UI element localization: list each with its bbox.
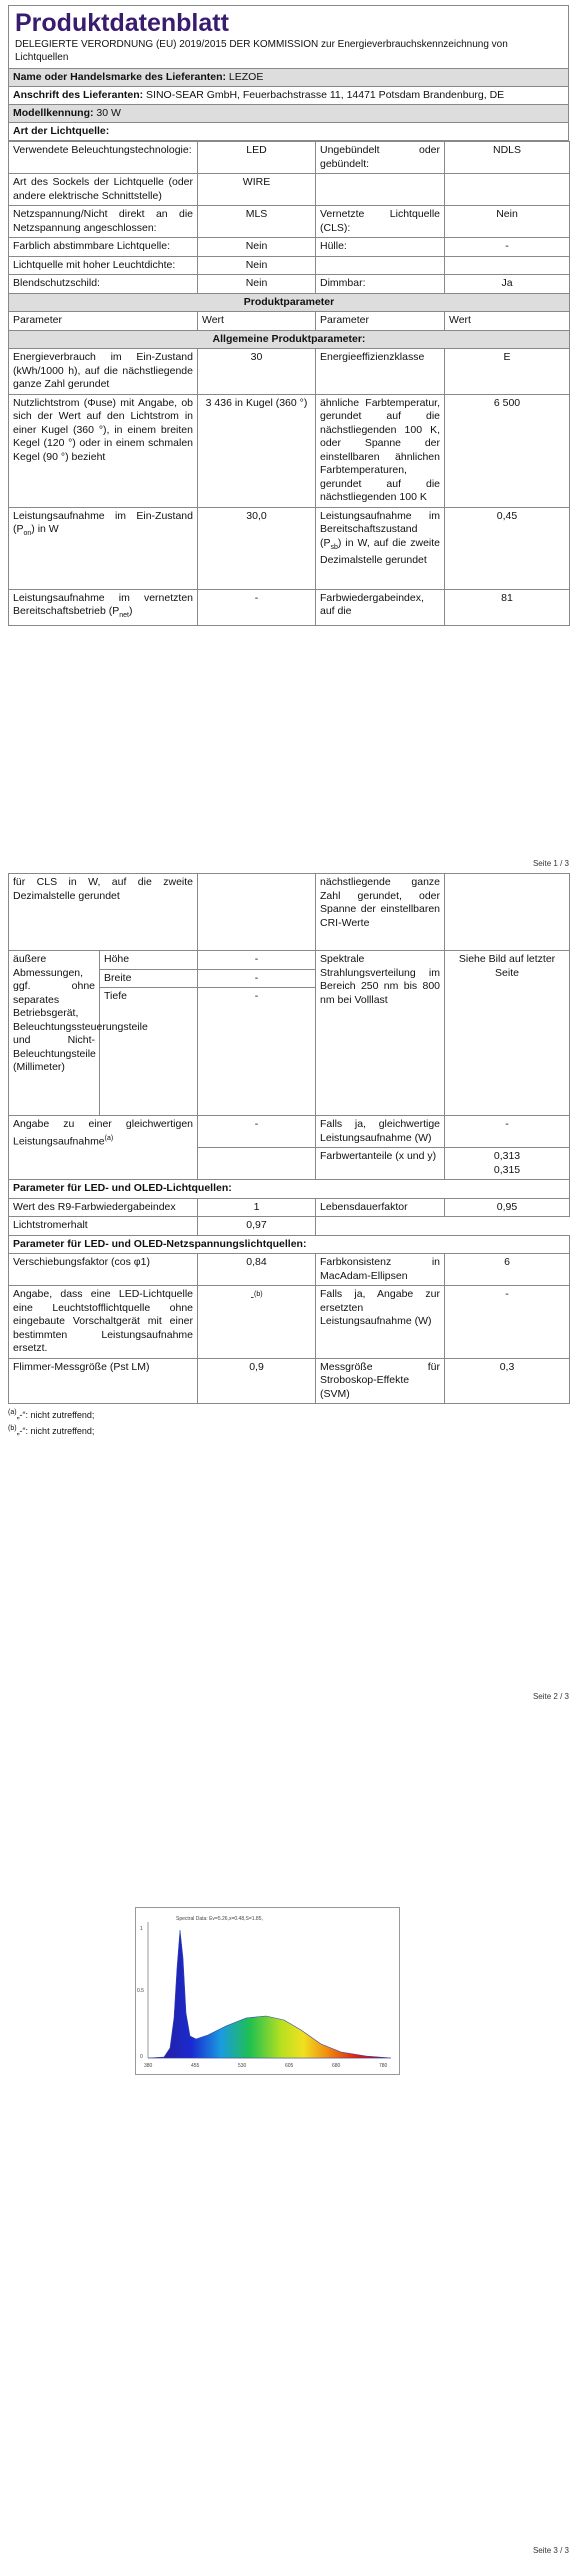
cct-label: ähnliche Farbtemperatur, gerundet auf die nächstliegenden 100 K, oder Spanne der einstellbaren ähnlichen Farbtemperaturen, gerundet auf die nächstliegenden 100 K (316, 394, 445, 507)
equivalent-power-label: Angabe zu einer gleichwertigen Leistungsaufnahme$^{(a)}$ (9, 1116, 198, 1180)
efficiency-class-value: E (445, 349, 570, 395)
beam-label: Ungebündelt oder gebündelt: (316, 142, 445, 174)
table-row (9, 1286, 570, 1359)
page-2 (8, 873, 569, 1438)
product-params-heading: Produktparameter (9, 293, 570, 312)
width-value: - (198, 969, 316, 988)
depth-label: Tiefe (100, 988, 198, 1116)
general-params-heading: Allgemeine Produktparameter: (9, 330, 570, 349)
table-row (9, 1116, 570, 1148)
table-row (9, 312, 570, 331)
table-row (9, 874, 570, 951)
empty-cell (198, 874, 316, 951)
table-row (9, 206, 570, 238)
standby-power-value: 0,45 (445, 507, 570, 589)
mains-value: MLS (198, 206, 316, 238)
table-row (9, 1235, 570, 1254)
envelope-label: Hülle: (316, 238, 445, 257)
page-number-3: Seite 3 / 3 (532, 2546, 569, 2555)
empty-cell (316, 256, 445, 275)
table-row (9, 174, 570, 206)
stroboscopic-value: 0,3 (445, 1358, 570, 1404)
model-row (8, 105, 569, 123)
footnote-b: $^{(b)}$„-“: nicht zutreffend; (8, 1425, 95, 1436)
equivalent-power-w-value: - (445, 1116, 570, 1148)
r9-label: Wert des R9-Farbwiedergabeindex (9, 1198, 198, 1217)
chromaticity-value: 0,313 0,315 (445, 1148, 570, 1180)
width-label: Breite (100, 969, 198, 988)
dimmable-value: Ja (445, 275, 570, 294)
empty-cell (316, 174, 445, 206)
cls-value: Nein (445, 206, 570, 238)
envelope-value: - (445, 238, 570, 257)
shield-label: Blendschutzschild: (9, 275, 198, 294)
luminous-flux-value: 3 436 in Kugel (360 °) (198, 394, 316, 507)
networked-standby-value: - (198, 589, 316, 625)
replacement-power-label: Falls ja, Angabe zur ersetzten Leistungsaufnahme (W) (316, 1286, 445, 1359)
supplier-address-row (8, 87, 569, 105)
networked-standby-cont: für CLS in W, auf die zweite Dezimalstelle gerundet (9, 874, 198, 951)
dimensions-label: äußere Abmessungen, ggf. ohne separates Betriebsgerät, Beleuchtungssteuerungsteile und Nicht-Beleuchtungsteile (Millimeter) (9, 951, 100, 1116)
networked-standby-label: Leistungsaufnahme im vernetzten Bereitschaftsbetrieb $(P_{net})$ (9, 589, 198, 625)
survival-factor-value: 0,95 (445, 1198, 570, 1217)
light-type-table (8, 141, 570, 626)
model-value: 30 W (96, 107, 121, 119)
table-row (9, 349, 570, 395)
supplier-name-label: Name oder Handelsmarke des Lieferanten: (13, 71, 226, 83)
dimmable-label: Dimmbar: (316, 275, 445, 294)
x-tick-label: 605 (285, 2063, 294, 2069)
spectrum-svg (136, 1908, 399, 2074)
equivalent-power-w-label: Falls ja, gleichwertige Leistungsaufnahme (W) (316, 1116, 445, 1148)
table-row (9, 589, 570, 625)
params-table-continued (8, 873, 570, 1404)
displacement-factor-label: Verschiebungsfaktor (cos φ1) (9, 1254, 198, 1286)
light-type-heading: Art der Lichtquelle: (8, 123, 569, 141)
x-tick-label: 680 (332, 2063, 341, 2069)
luminous-flux-label: Nutzlichtstrom (Φuse) mit Angabe, ob sich der Wert auf den Lichtstrom in einer Kugel (360 °), in einem breiten Kegel (120 °) oder in einem schmalen Kegel (90 °) bezieht (9, 394, 198, 507)
power-on-value: 30,0 (198, 507, 316, 589)
standby-power-label: Leistungsaufnahme im Bereitschaftszustand $(P_{sb})$ in W, auf die zweite Dezimalstelle gerundet (316, 507, 445, 589)
energy-label: Energieverbrauch im Ein-Zustand (kWh/1000 h), auf die nächstliegende ganze Zahl gerundet (9, 349, 198, 395)
lumen-maintenance-label: Lichtstromerhalt (9, 1217, 198, 1236)
survival-factor-label: Lebensdauerfaktor (316, 1198, 445, 1217)
regulation-text: DELEGIERTE VERORDNUNG (EU) 2019/2015 DER KOMMISSION zur Energieverbrauchskennzeichnung von Lichtquellen (15, 39, 508, 63)
page-1 (8, 5, 569, 626)
socket-label: Art des Sockels der Lichtquelle (oder andere elektrische Schnittstelle) (9, 174, 198, 206)
hlls-label: Lichtquelle mit hoher Leuchtdichte: (9, 256, 198, 275)
empty-cell (445, 174, 570, 206)
cri-cont: nächstliegende ganze Zahl gerundet, oder Spanne der einstellbaren CRI-Werte (316, 874, 445, 951)
x-tick-label: 780 (379, 2063, 388, 2069)
depth-value: - (198, 988, 316, 1116)
col-value-header: Wert (445, 312, 570, 331)
page-number-2: Seite 2 / 3 (532, 1692, 569, 1701)
x-tick-label: 530 (238, 2063, 247, 2069)
table-row (9, 238, 570, 257)
shield-value: Nein (198, 275, 316, 294)
spectral-label: Spektrale Strahlungsverteilung im Bereich 250 nm bis 800 nm bei Volllast (316, 951, 445, 1116)
table-row (9, 293, 570, 312)
table-row (9, 507, 570, 589)
table-row (9, 142, 570, 174)
energy-value: 30 (198, 349, 316, 395)
beam-value: NDLS (445, 142, 570, 174)
flicker-label: Flimmer-Messgröße (Pst LM) (9, 1358, 198, 1404)
equivalent-power-value: - (198, 1116, 316, 1148)
supplier-address-label: Anschrift des Lieferanten: (13, 89, 144, 101)
cri-value: 81 (445, 589, 570, 625)
height-value: - (198, 951, 316, 970)
table-row (9, 394, 570, 507)
socket-value: WIRE (198, 174, 316, 206)
spectral-value: Siehe Bild auf letzter Seite (445, 951, 570, 1116)
spectrum-image (135, 1907, 400, 2075)
chromaticity-label: Farbwertanteile (x und y) (316, 1148, 445, 1180)
model-label: Modellkennung: (13, 107, 94, 119)
table-row (9, 1198, 570, 1217)
col-param-header: Parameter (9, 312, 198, 331)
x-tick-label: 380 (144, 2063, 153, 2069)
height-label: Höhe (100, 951, 198, 970)
mains-label: Netzspannung/Nicht direkt an die Netzspannung angeschlossen: (9, 206, 198, 238)
supplier-name-value: LEZOE (228, 71, 264, 83)
table-row (9, 1217, 570, 1236)
supplier-name-row (8, 69, 569, 87)
table-row (9, 275, 570, 294)
macadam-value: 6 (445, 1254, 570, 1286)
flicker-value: 0,9 (198, 1358, 316, 1404)
displacement-factor-value: 0,84 (198, 1254, 316, 1286)
tech-label: Verwendete Beleuchtungstechnologie: (9, 142, 198, 174)
macadam-label: Farbkonsistenz in MacAdam-Ellipsen (316, 1254, 445, 1286)
efficiency-class-label: Energieeffizienzklasse (316, 349, 445, 395)
empty-cell (198, 1148, 316, 1180)
cls-label: Vernetzte Lichtquelle (CLS): (316, 206, 445, 238)
x-tick-label: 455 (191, 2063, 200, 2069)
mains-led-params-heading: Parameter für LED- und OLED-Netzspannungslichtquellen: (9, 1235, 570, 1254)
replacement-claim-value: -$^{(b)}$ (198, 1286, 316, 1359)
empty-cell (316, 1217, 570, 1236)
cri-label: Farbwiedergabeindex, auf die (316, 589, 445, 625)
r9-value: 1 (198, 1198, 316, 1217)
lumen-maintenance-value: 0,97 (198, 1217, 316, 1236)
table-row (9, 330, 570, 349)
table-row (9, 1180, 570, 1199)
tech-value: LED (198, 142, 316, 174)
table-row (9, 1358, 570, 1404)
stroboscopic-label: Messgröße für Stroboskop-Effekte (SVM) (316, 1358, 445, 1404)
page-number-1: Seite 1 / 3 (532, 859, 569, 868)
tunable-label: Farblich abstimmbare Lichtquelle: (9, 238, 198, 257)
empty-cell (445, 874, 570, 951)
power-on-label: Leistungsaufnahme im Ein-Zustand $(P_{on})$ in W (9, 507, 198, 589)
col-param-header: Parameter (316, 312, 445, 331)
page-title: Produktdatenblatt (15, 9, 229, 37)
spectrum-caption: Spectral Data: Ev=5.26,x=0.48,S=1.85, (176, 1916, 263, 1922)
table-row (9, 951, 570, 970)
replacement-power-value: - (445, 1286, 570, 1359)
footnote-a: $^{(a)}$„-“: nicht zutreffend; (8, 1409, 95, 1420)
y-tick-label: 1 (140, 1926, 143, 1932)
supplier-address-value: SINO-SEAR GmbH, Feuerbachstrasse 11, 14471 Potsdam Brandenburg, DE (146, 89, 505, 101)
table-row (9, 1254, 570, 1286)
replacement-claim-label: Angabe, dass eine LED-Lichtquelle eine Leuchtstofflichtquelle ohne eingebaute Vorschaltgerät mit einer bestimmten Leistungsaufnahme ersetzt. (9, 1286, 198, 1359)
cct-value: 6 500 (445, 394, 570, 507)
title-box (8, 5, 569, 69)
led-params-heading: Parameter für LED- und OLED-Lichtquellen: (9, 1180, 570, 1199)
empty-cell (445, 256, 570, 275)
y-tick-label: 0 (140, 2054, 143, 2060)
hlls-value: Nein (198, 256, 316, 275)
col-value-header: Wert (198, 312, 316, 331)
tunable-value: Nein (198, 238, 316, 257)
table-row (9, 256, 570, 275)
y-tick-label: 0.5 (137, 1988, 144, 1994)
